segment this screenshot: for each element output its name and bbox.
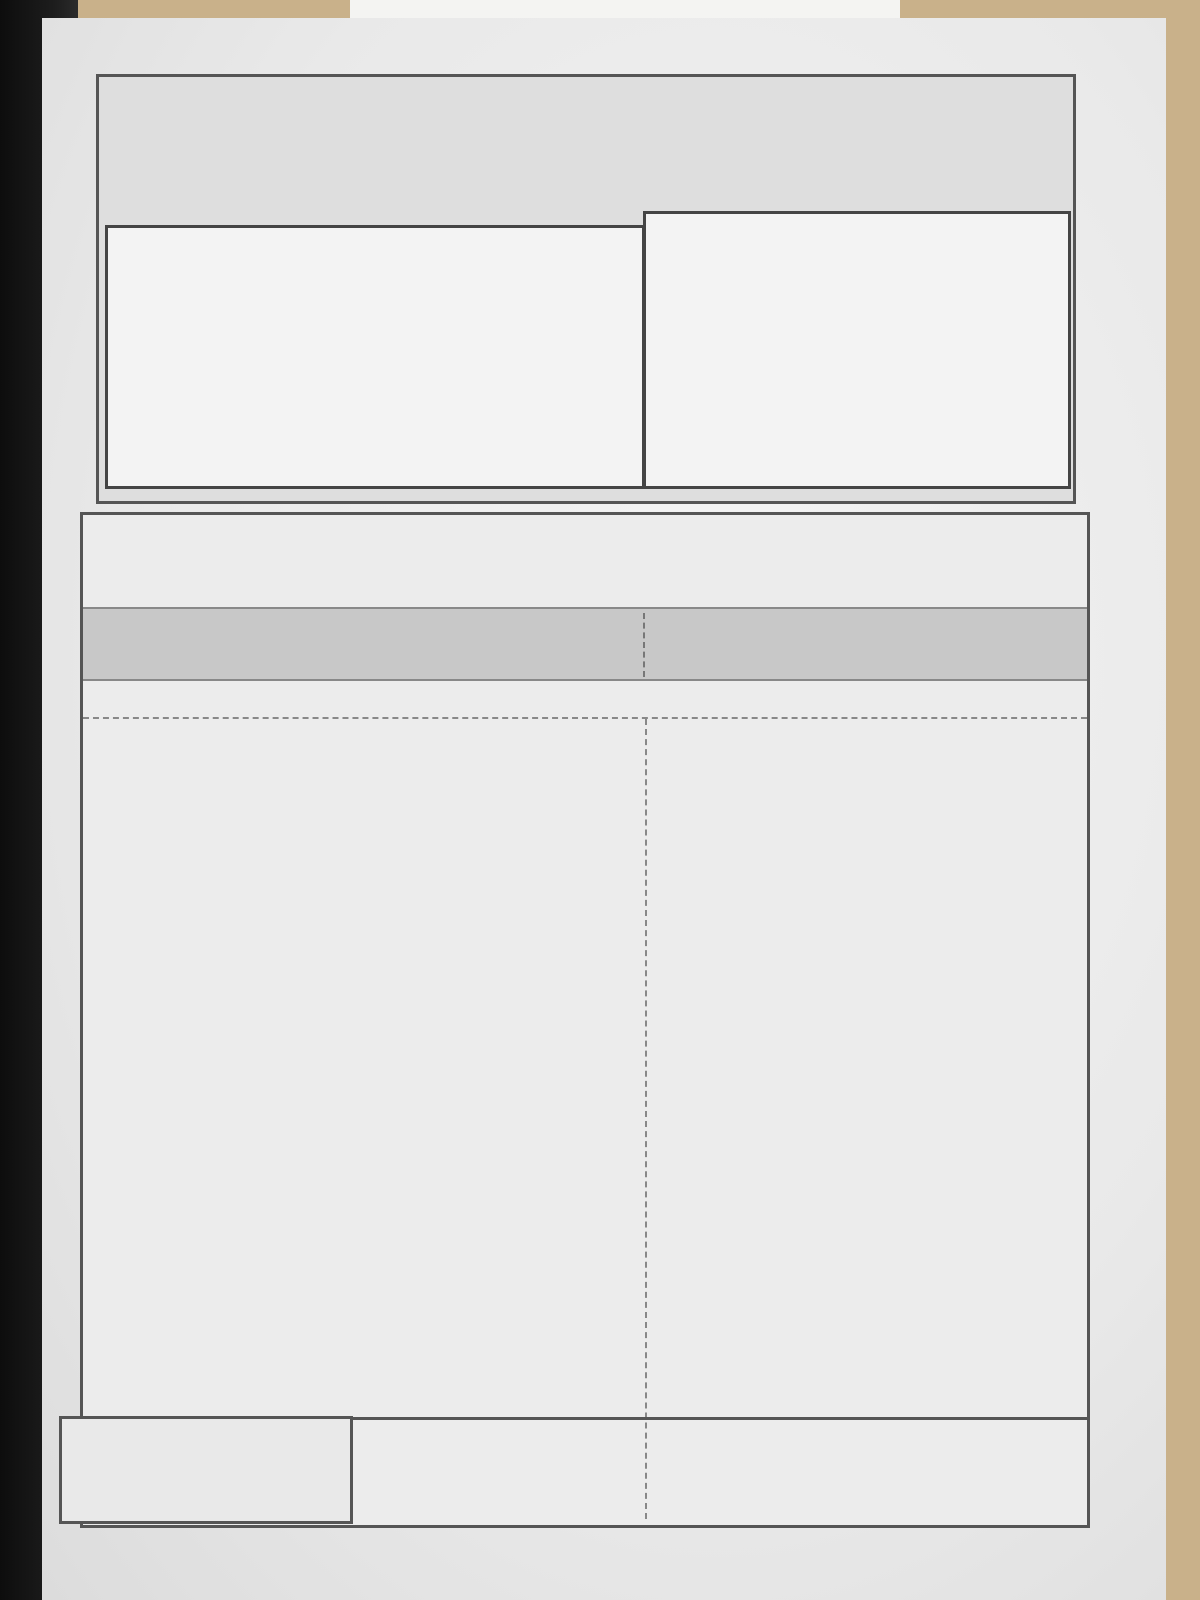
whole-building-label-cell [59, 1416, 353, 1524]
right-column-header [643, 621, 1087, 627]
building-photo-box [643, 211, 1071, 489]
left-column-header [95, 621, 635, 627]
energy-performance-section [80, 512, 1090, 1528]
center-divider [645, 719, 647, 1519]
column-headers [83, 607, 1087, 681]
whole-building-row [83, 1417, 1087, 1525]
building-info-box [105, 225, 645, 489]
units-divider [83, 717, 1087, 719]
certificate-header [96, 74, 1076, 504]
